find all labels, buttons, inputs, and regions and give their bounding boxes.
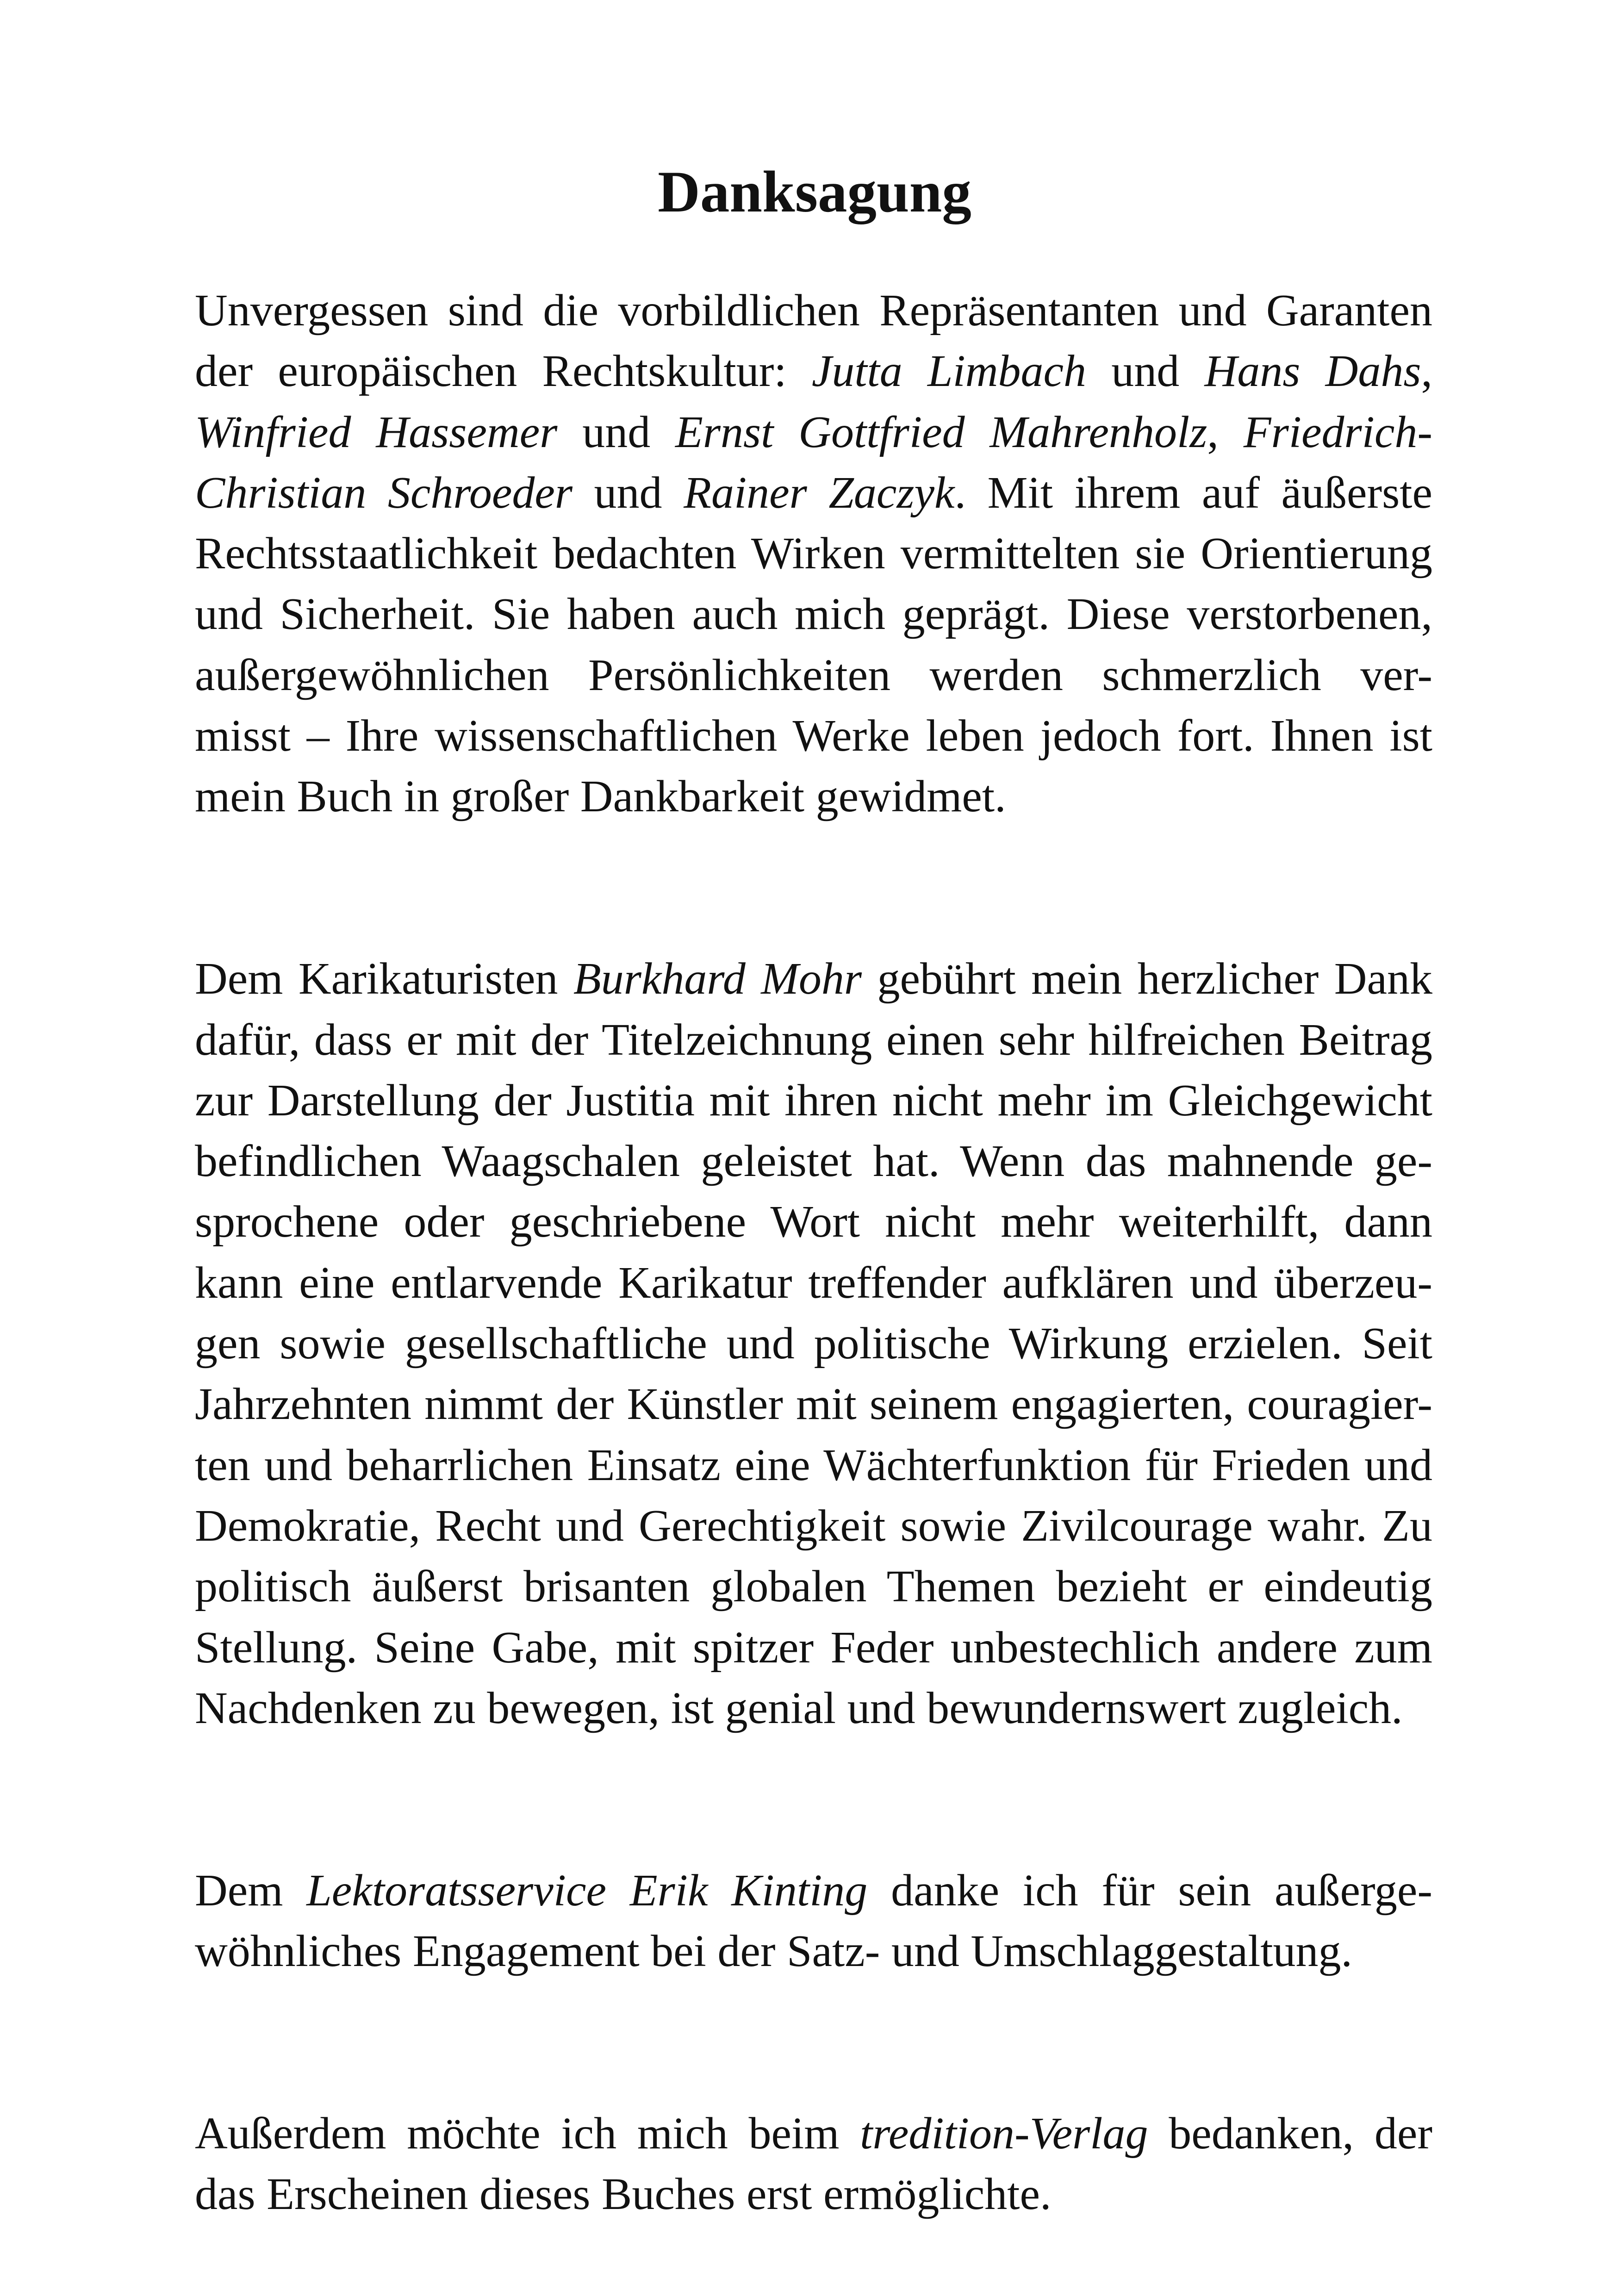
text-segment: und	[1086, 346, 1205, 397]
text-line	[195, 1131, 1432, 1192]
text-line	[195, 584, 1432, 645]
text-line	[195, 1435, 1432, 1496]
italic-name: tredition-Verlag	[860, 2108, 1148, 2159]
text-line	[195, 949, 1432, 1009]
paragraph	[195, 949, 1432, 1739]
page-title: Danksagung	[658, 160, 971, 224]
text-segment: Rechtsstaatlichkeit bedachten Wirken vermittelten sie Orientierung	[195, 529, 1432, 579]
text-segment: der europäischen Rechtskultur:	[195, 346, 812, 397]
text-segment: danke ich für sein außerge-	[867, 1865, 1433, 1916]
text-line	[195, 1921, 1432, 1982]
text-segment: Außerdem möchte ich mich beim	[195, 2108, 860, 2159]
text-line	[195, 402, 1432, 463]
text-segment: Nachdenken zu bewegen, ist genial und bewundernswert zugleich.	[195, 1683, 1403, 1733]
text-segment: Dem Karikaturisten	[195, 954, 573, 1004]
text-segment: wöhnliches Engagement bei der Satz- und Umschlaggestaltung.	[195, 1926, 1353, 1977]
text-segment: und	[557, 407, 676, 457]
paragraph-gap	[195, 1982, 1432, 2103]
text-segment: ,	[1207, 407, 1244, 457]
text-segment: Unvergessen sind die vorbildlichen Repräsentanten und Garanten	[195, 286, 1432, 336]
text-line	[195, 1618, 1432, 1678]
italic-name: Hans Dahs	[1204, 346, 1421, 397]
text-line	[195, 341, 1432, 402]
paragraph	[195, 2103, 1432, 2225]
text-segment: kann eine entlarvende Karikatur treffender aufklären und überzeu-	[195, 1257, 1432, 1308]
paragraph	[195, 1860, 1432, 1982]
text-segment: ,	[1421, 346, 1433, 397]
text-segment: Jahrzehnten nimmt der Künstler mit seinem engagierten, couragier-	[195, 1379, 1432, 1430]
text-line	[195, 766, 1432, 827]
text-segment: politisch äußerst brisanten globalen Themen bezieht er eindeutig	[195, 1562, 1432, 1612]
text-segment: das Erscheinen dieses Buches erst ermöglichte.	[195, 2169, 1052, 2220]
italic-name: Christian Schroeder	[195, 467, 573, 518]
text-line	[195, 1192, 1432, 1252]
paragraph-gap	[195, 1739, 1432, 1860]
text-line	[195, 1374, 1432, 1435]
italic-name: Winfried Hassemer	[195, 407, 558, 457]
text-segment: befindlichen Waagschalen geleistet hat. Wenn das mahnende ge-	[195, 1136, 1432, 1187]
text-segment: Demokratie, Recht und Gerechtigkeit sowie Zivilcourage wahr. Zu	[195, 1500, 1432, 1551]
paragraph	[195, 280, 1432, 828]
text-line	[195, 1253, 1432, 1313]
text-segment: gen sowie gesellschaftliche und politische Wirkung erzielen. Seit	[195, 1319, 1432, 1369]
text-segment: außergewöhnlichen Persönlichkeiten werden schmerzlich ver-	[195, 650, 1432, 700]
italic-name: Friedrich-	[1243, 407, 1433, 457]
text-segment: misst – Ihre wissenschaftlichen Werke leben jedoch fort. Ihnen ist	[195, 711, 1432, 761]
paragraph-gap	[195, 828, 1432, 949]
italic-name: Burkhard Mohr	[573, 954, 862, 1004]
text-line	[195, 523, 1432, 584]
text-segment: zur Darstellung der Justitia mit ihren nicht mehr im Gleichgewicht	[195, 1075, 1432, 1126]
text-segment: ten und beharrlichen Einsatz eine Wächterfunktion für Frieden und	[195, 1440, 1432, 1490]
italic-name: Lektoratsservice Erik Kinting	[306, 1865, 868, 1916]
text-segment: und Sicherheit. Sie haben auch mich geprägt. Diese verstorbenen,	[195, 589, 1432, 640]
text-line	[195, 1556, 1432, 1617]
text-segment: gebührt mein herzlicher Dank	[862, 954, 1432, 1004]
text-line	[195, 1678, 1432, 1739]
text-line	[195, 2164, 1432, 2225]
text-segment: bedanken, der	[1148, 2108, 1432, 2159]
text-line	[195, 1860, 1432, 1921]
text-line	[195, 1496, 1432, 1556]
text-segment: und	[573, 467, 684, 518]
text-line	[195, 1313, 1432, 1374]
text-line	[195, 706, 1432, 766]
text-line	[195, 280, 1432, 341]
text-segment: Dem	[195, 1865, 307, 1916]
text-line	[195, 645, 1432, 706]
document-body	[195, 280, 1432, 2225]
text-line	[195, 1070, 1432, 1131]
text-segment: sprochene oder geschriebene Wort nicht mehr weiterhilft, dann	[195, 1197, 1432, 1247]
text-line	[195, 463, 1432, 523]
text-segment: Stellung. Seine Gabe, mit spitzer Feder unbestechlich andere zum	[195, 1622, 1432, 1673]
italic-name: Jutta Limbach	[811, 346, 1087, 397]
text-line	[195, 2103, 1432, 2164]
text-segment: mein Buch in großer Dankbarkeit gewidmet.	[195, 772, 1006, 822]
text-segment: dafür, dass er mit der Titelzeichnung einen sehr hilfreichen Beitrag	[195, 1014, 1432, 1065]
text-line	[195, 1010, 1432, 1070]
italic-name: Ernst Gottfried Mahrenholz	[675, 407, 1207, 457]
text-segment: . Mit ihrem auf äußerste	[954, 467, 1432, 518]
italic-name: Rainer Zaczyk	[684, 467, 955, 518]
